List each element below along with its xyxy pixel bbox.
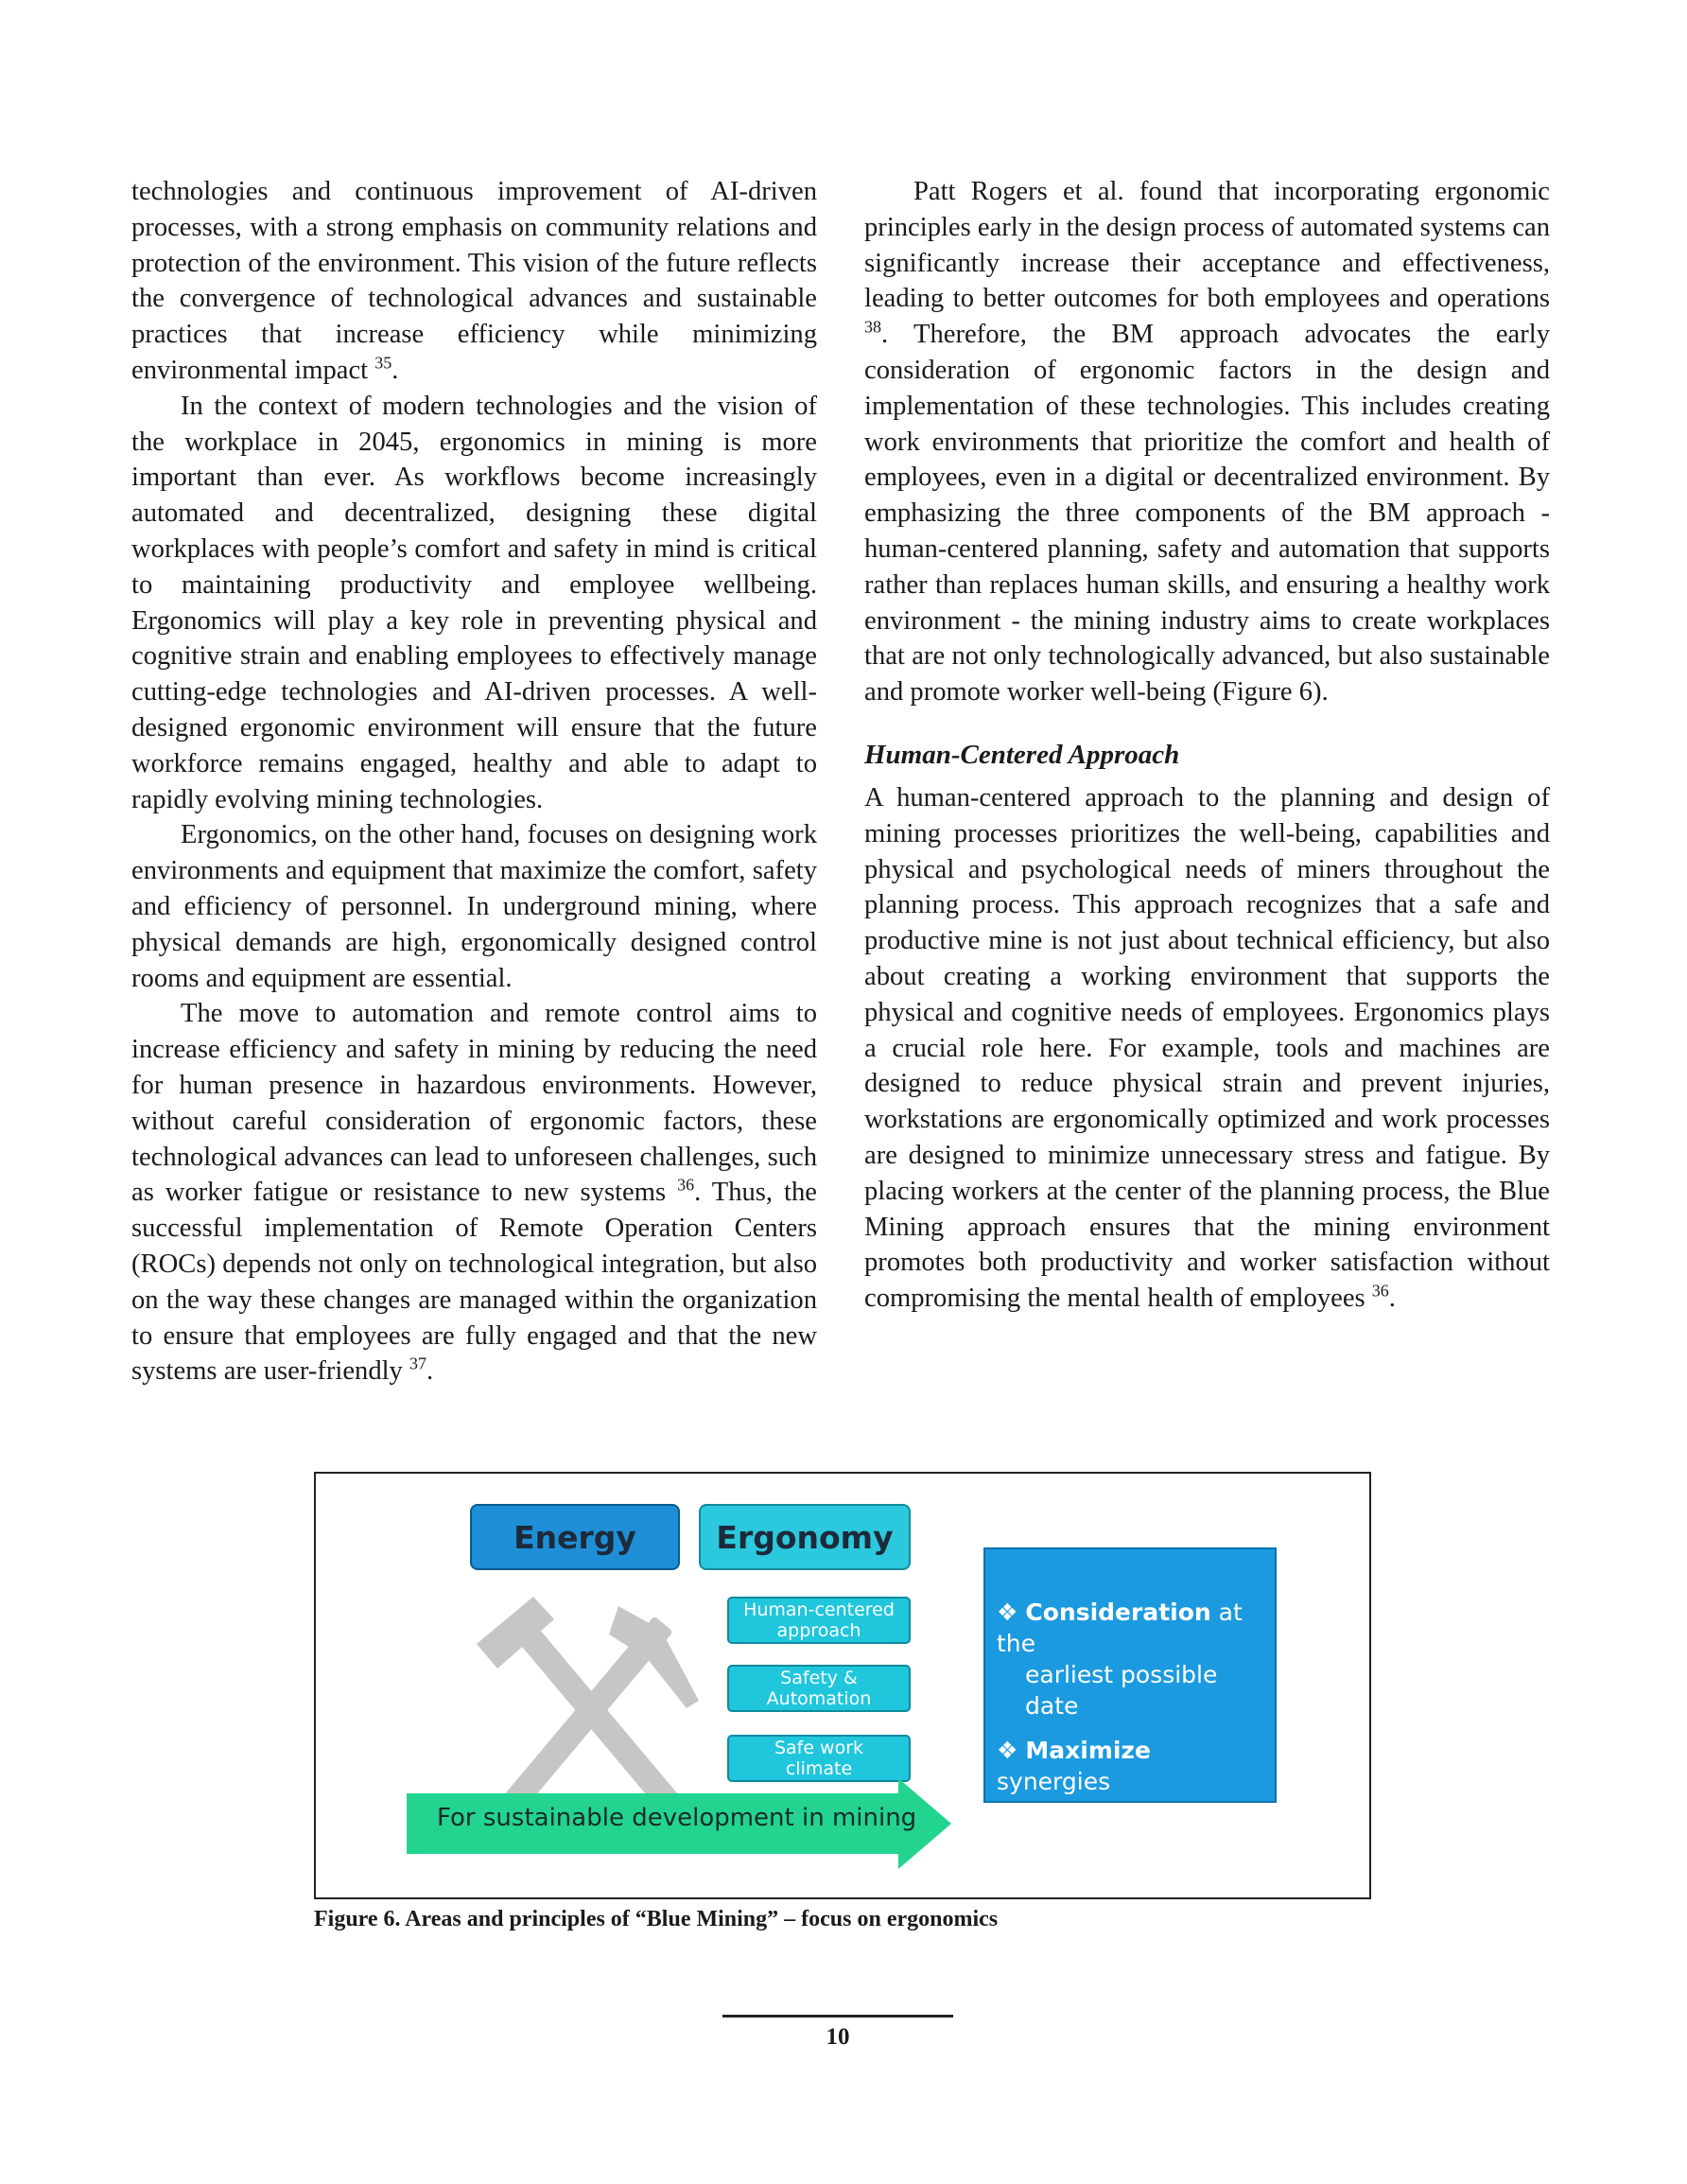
paragraph-text: A human-centered approach to the planning and design of mining processes prioritizes the well-being, capabilities and physical and psychological needs of miners throughout the planning process. This approach recognizes that a safe and productive mine is not just about technical efficiency, but also about creating a working environment that supports the physical and cognitive needs of employees. Ergonomics plays a crucial role here. For example, tools and machines are designed to reduce physical strain and prevent injuries, workstations are ergonomically optimized and work processes are designed to minimize unnecessary stress and fatigue. By placing workers at the center of the planning process, the Blue Mining approach ensures that the mining environment promotes both productivity and worker satisfaction without compromising the mental health of employees	[864, 782, 1550, 1314]
principle-item	[997, 1597, 1263, 1721]
citation-ref: 38	[864, 317, 881, 337]
paragraph: Patt Rogers et al. found that incorporating ergonomic principles early in the design process of automated systems can significantly increase their acceptance and effectiveness, leading to better outcomes for both employees and operations $^{38}$. Therefore, the BM approach advocates the early consideration of ergonomic factors in the design and implementation of these technologies. This includes creating work environments that prioritize the comfort and health of employees, even in a digital or decentralized environment. By emphasizing the three components of the BM approach - human-centered planning, safety and automation that supports rather than replaces human skills, and ensuring a healthy work environment - the mining industry aims to create workplaces that are not only technologically advanced, but also sustainable and promote worker well-being (Figure 6).	[864, 177, 1551, 708]
figure-caption: Figure 6. Areas and principles of “Blue Mining” – focus on ergonomics	[314, 1907, 999, 1931]
section-heading: Human-Centered Approach	[864, 739, 1180, 770]
paragraph-text: Thus, the successful implementation of Remote Operation Centers (ROCs) depends not only on technological integration, but also on the way these changes are managed within the organization to ensure that employees are fully engaged and that the new systems are user-friendly	[131, 1178, 817, 1387]
paragraph: Ergonomics, on the other hand, focuses on designing work environments and equipment that maximize the comfort, safety and efficiency of personnel. In underground mining, where physical demands are high, ergonomically designed control rooms and equipment are essential.	[131, 820, 817, 993]
paragraph: The move to automation and remote control aims to increase efficiency and safety in mining by reducing the need for human presence in hazardous environments. However, without careful consideration of ergonomic factors, these technological advances can lead to unforeseen challenges, such as worker fatigue or resistance to new systems $^{36}$. Thus, the successful implementation of Remote Operation Centers (ROCs) depends not only on technological integration, but also on the way these changes are managed within the organization to ensure that employees are fully engaged and that the new systems are user-friendly $^{37}$.	[131, 999, 817, 1387]
page-number: 10	[826, 2024, 850, 2050]
paragraph: technologies and continuous improvement of AI-driven processes, with a strong emphasis on community relations and protection of the environment. This vision of the future reflects the convergence of technological advances and sustainable practices that increase efficiency while minimizing environmental impact $^{35}$.	[131, 177, 817, 385]
paragraph-text: Therefore, the BM approach advocates the early consideration of ergonomic factors in the design and implementation of these technologies. This includes creating work environments that prioritize the comfort and health of employees, even in a digital or decentralized environment. By emphasizing the three components of the BM approach - human-centered planning, safety and automation that supports rather than replaces human skills, and ensuring a healthy work environment - the mining industry aims to create workplaces that are not only technologically advanced, but also sustainable and promote worker well-being (Figure 6).	[864, 320, 1551, 708]
principles-box	[983, 1547, 1277, 1840]
diamond-bullet-icon: ❖	[997, 1599, 1018, 1626]
citation-ref: 37	[409, 1354, 427, 1373]
human-centered-approach-box: Human-centered approach	[727, 1597, 911, 1644]
right-column	[864, 174, 1550, 1317]
diamond-bullet-icon: ❖	[997, 1737, 1018, 1764]
principle-item	[997, 1735, 1263, 1797]
safe-work-climate-box: Safe work climate	[727, 1735, 911, 1782]
paragraph: In the context of modern technologies and the vision of the workplace in 2045, ergonomics in mining is more important than ever. As workflows become increasingly automated and decentralized, designing these digital workplaces with people’s comfort and safety in mind is critical to maintaining productivity and employee wellbeing. Ergonomics will play a key role in preventing physical and cognitive strain and enabling employees to effectively manage cutting-edge technologies and AI-driven processes. A well-designed ergonomic environment will ensure that the future workforce remains engaged, healthy and able to adapt to rapidly evolving mining technologies.	[131, 391, 817, 814]
paragraph-text: technologies and continuous improvement of AI-driven processes, with a strong emphasis on community relations and protection of the environment. This vision of the future reflects the convergence of technological advances and sustainable practices that increase efficiency while minimizing environmental impact	[131, 177, 817, 385]
paragraph: A human-centered approach to the planning and design of mining processes prioritizes the well-being, capabilities and physical and psychological needs of miners throughout the planning process. This approach recognizes that a safe and productive mine is not just about technical efficiency, but also about creating a working environment that supports the physical and cognitive needs of employees. Ergonomics plays a crucial role here. For example, tools and machines are designed to reduce physical strain and prevent injuries, workstations are ergonomically optimized and work processes are designed to minimize unnecessary stress and fatigue. By placing workers at the center of the planning process, the Blue Mining approach ensures that the mining environment promotes both productivity and worker satisfaction without compromising the mental health of employees $^{36}$.	[864, 782, 1550, 1314]
ergonomy-box: Ergonomy	[699, 1504, 911, 1570]
principle-keyword: Minimize	[1025, 1812, 1145, 1840]
safety-automation-box: Safety & Automation	[727, 1665, 911, 1712]
principle-text: at the	[997, 1599, 1243, 1657]
principle-keyword: Maximize	[1025, 1737, 1151, 1764]
diamond-bullet-icon: ❖	[997, 1812, 1018, 1840]
citation-ref: 36	[1371, 1281, 1389, 1301]
citation-ref: 36	[677, 1175, 695, 1195]
principle-item	[997, 1810, 1263, 1842]
arrow-label: For sustainable development in mining	[437, 1804, 917, 1832]
paragraph-text: The move to automation and remote control aims to increase efficiency and safety in mining by reducing the need for human presence in hazardous environments. However, without careful consideration of ergonomic factors, these technological advances can lead to unforeseen challenges, such as worker fatigue or resistance to new systems	[131, 999, 817, 1208]
energy-box: Energy	[470, 1504, 680, 1570]
principle-text: conflict	[1144, 1812, 1239, 1840]
citation-ref: 35	[374, 353, 392, 373]
principle-continuation: earliest possible date	[1025, 1661, 1218, 1720]
principle-text: synergies	[997, 1768, 1111, 1795]
paragraph-text: Patt Rogers et al. found that incorporating ergonomic principles early in the design process of automated systems can significantly increase their acceptance and effectiveness, leading to better outcomes for both employees and operations	[864, 177, 1550, 314]
footer-rule	[722, 2015, 953, 2018]
left-column	[131, 174, 817, 1389]
figure-6	[314, 1472, 1371, 1899]
principle-keyword: Consideration	[1025, 1599, 1211, 1626]
